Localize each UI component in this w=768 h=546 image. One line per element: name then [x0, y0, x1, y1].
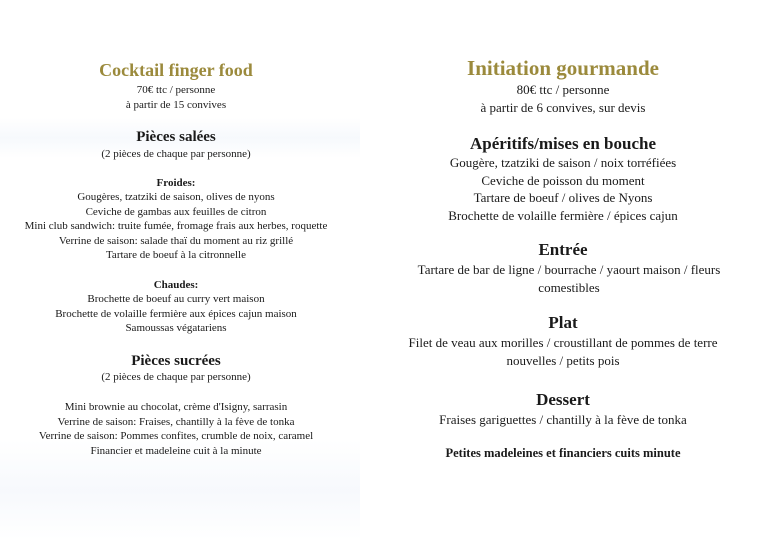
list-item: Ceviche de poisson du moment: [481, 172, 645, 188]
list-item: Mini club sandwich: truite fumée, fromage frais aux herbes, roquette: [24, 220, 328, 232]
aperitif-heading: Apéritifs/mises en bouche: [469, 134, 657, 153]
main-course-heading: Plat: [548, 313, 578, 332]
list-item: Verrine de saison: salade thaï du moment au riz grillé: [58, 234, 294, 247]
list-item: Financier et madeleine cuit à la minute: [90, 444, 262, 457]
savory-heading: Pièces salées: [136, 129, 216, 145]
list-item: Tartare de boeuf à la citronnelle: [105, 249, 246, 261]
cocktail-price: 70€ ttc / personne: [136, 84, 216, 96]
cocktail-pricing: [0, 83, 352, 112]
main-course-item: Filet de veau aux morilles / croustillant de pommes de terre nouvelles / petits pois: [408, 335, 718, 368]
sweet-heading: Pièces sucrées: [131, 353, 221, 369]
cocktail-minimum: à partir de 15 convives: [125, 98, 227, 111]
aperitif-items-list: [390, 154, 736, 224]
dessert-item: Fraises gariguettes / chantilly à la fève de tonka: [439, 412, 687, 427]
list-item: Tartare de boeuf / olives de Nyons: [473, 190, 653, 205]
list-item: Samoussas végatariens: [125, 322, 227, 334]
cocktail-title: Cocktail finger food: [99, 60, 253, 80]
list-item: Brochette de volaille fermière aux épices cajun maison: [55, 307, 297, 320]
list-item: Gougère, tzatziki de saison / noix torréfiées: [449, 155, 677, 170]
hot-heading: Chaudes:: [153, 279, 199, 291]
savory-note: (2 pièces de chaque par personne): [101, 148, 251, 160]
gourmet-minimum: à partir de 6 convives, sur devis: [480, 99, 646, 115]
list-item: Brochette de volaille fermière / épices cajun: [448, 207, 678, 223]
dessert-heading: Dessert: [536, 390, 590, 409]
gourmet-pricing: [390, 81, 736, 116]
hot-items-list: [0, 292, 352, 336]
closing-note: Petites madeleines et financiers cuits minute: [445, 446, 681, 460]
list-item: Brochette de boeuf au curry vert maison: [87, 293, 265, 305]
sweet-items-list: [0, 400, 352, 458]
list-item: Verrine de saison: Pommes confites, crumble de noix, caramel: [38, 430, 314, 442]
gourmet-price: 80€ ttc / personne: [516, 82, 610, 97]
list-item: Verrine de saison: Fraises, chantilly à la fève de tonka: [57, 415, 295, 428]
starter-item: Tartare de bar de ligne / bourrache / yaourt maison / fleurs comestibles: [417, 262, 721, 295]
cold-heading: Froides:: [156, 177, 196, 189]
starter-heading: Entrée: [538, 240, 588, 259]
sweet-note: (2 pièces de chaque par personne): [101, 371, 251, 383]
gourmet-title: Initiation gourmande: [467, 56, 659, 80]
cold-items-list: [0, 190, 352, 263]
list-item: Mini brownie au chocolat, crème d'Isigny, sarrasin: [64, 401, 288, 413]
list-item: Ceviche de gambas aux feuilles de citron: [85, 205, 267, 218]
list-item: Gougères, tzatziki de saison, olives de nyons: [77, 191, 275, 203]
